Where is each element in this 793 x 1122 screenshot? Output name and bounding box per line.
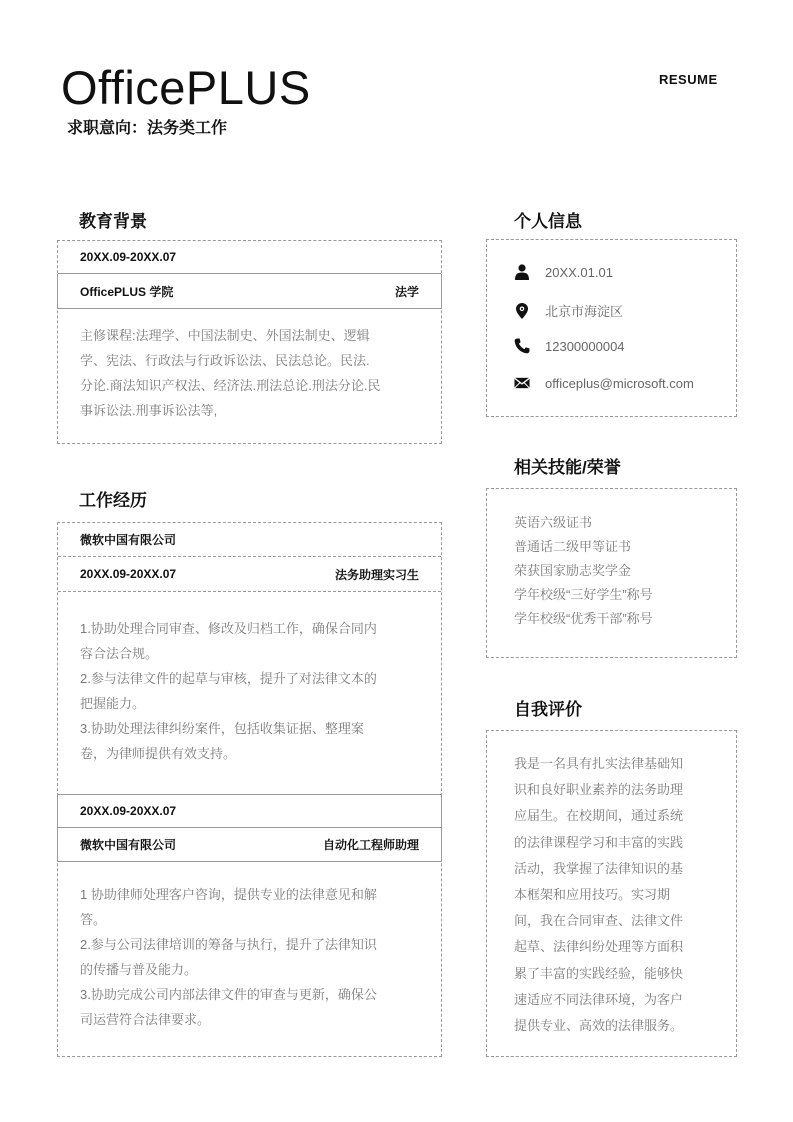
brand-name: OfficePLUS <box>61 61 311 114</box>
address: 北京市海淀区 <box>545 304 624 319</box>
envelope-icon <box>514 375 530 391</box>
job1-period: 20XX.09-20XX.07 <box>80 567 177 581</box>
job-intent: 求职意向：法务类工作 <box>67 120 228 137</box>
personal-title: 个人信息 <box>514 212 582 231</box>
education-title: 教育背景 <box>79 212 147 231</box>
email: officeplus@microsoft.com <box>545 375 694 391</box>
education-box <box>57 240 442 444</box>
email-row <box>514 375 694 391</box>
job1-description: 1.协助处理合同审查、修改及归档工作，确保合同内 容合法合规。 2.参与法律文件的起草与审核，提升了对法律文本的 把握能力。 3.协助处理法律纠纷案件，包括收集证据、整理案 卷，为律师提供有效支持。 <box>80 621 377 761</box>
job2-period: 20XX.09-20XX.07 <box>80 804 177 818</box>
education-period-row <box>58 241 441 274</box>
work-box <box>57 522 442 1057</box>
job1-company-row <box>58 523 441 557</box>
address-row <box>514 301 623 320</box>
self-eval-text: 我是一名具有扎实法律基础知 识和良好职业素养的法务助理 应届生。在校期间，通过系统 的法律课程学习和丰富的实践 活动，我掌握了法律知识的基 本框架和应用技巧。实习期 间，我在合同审查、法律文件 起草、法律纠纷处理等方面积 累了丰富的实践经验，能够快 速适应不同法律环境，为客户 提供专业、高效的法律服务。 <box>514 756 684 1034</box>
phone-row <box>514 338 625 354</box>
education-school-row <box>57 274 442 309</box>
skills-list <box>514 511 653 631</box>
job1-role: 法务助理实习生 <box>334 567 419 582</box>
location-pin-icon <box>514 303 530 319</box>
skill-item: 普通话二级甲等证书 <box>514 539 632 554</box>
job1-period-row <box>58 557 441 592</box>
phone-number: 12300000004 <box>545 338 625 354</box>
job2-company: 微软中国有限公司 <box>80 838 177 852</box>
job1-company: 微软中国有限公司 <box>80 533 177 547</box>
education-courses: 主修课程:法理学、中国法制史、外国法制史、逻辑 学、宪法、行政法与行政诉讼法、民法总论。民法. 分论.商法知识产权法、经济法.刑法总论.刑法分论.民 事诉讼法.刑事诉讼法等, <box>80 328 381 418</box>
phone-icon <box>514 338 530 354</box>
skills-box <box>486 488 737 658</box>
skill-item: 学年校级“优秀干部”称号 <box>514 611 653 626</box>
education-period: 20XX.09-20XX.07 <box>80 250 177 264</box>
job2-description: 1 协助律师处理客户咨询，提供专业的法律意见和解 答。 2.参与公司法律培训的筹备与执行，提升了法律知识 的传播与普及能力。 3.协助完成公司内部法律文件的审查与更新，确保公 司运营符合法律要求。 <box>80 887 377 1027</box>
skill-item: 学年校级“三好学生”称号 <box>514 587 653 602</box>
education-major: 法学 <box>394 284 419 299</box>
birth-date: 20XX.01.01 <box>545 264 613 280</box>
personal-box <box>486 239 737 417</box>
skill-item: 英语六级证书 <box>514 515 593 530</box>
person-icon <box>514 264 530 280</box>
self-eval-title: 自我评价 <box>514 700 582 719</box>
skills-title: 相关技能/荣誉 <box>514 458 621 477</box>
job2-role: 自动化工程师助理 <box>322 838 419 852</box>
self-eval-box <box>486 730 737 1057</box>
education-school: OfficePLUS 学院 <box>80 284 174 299</box>
skill-item: 荣获国家励志奖学金 <box>514 563 632 578</box>
birth-date-row <box>514 264 613 280</box>
job2-period-row <box>57 794 442 828</box>
job2-company-row <box>57 828 442 862</box>
work-title: 工作经历 <box>79 491 147 510</box>
resume-tag: RESUME <box>659 72 718 87</box>
